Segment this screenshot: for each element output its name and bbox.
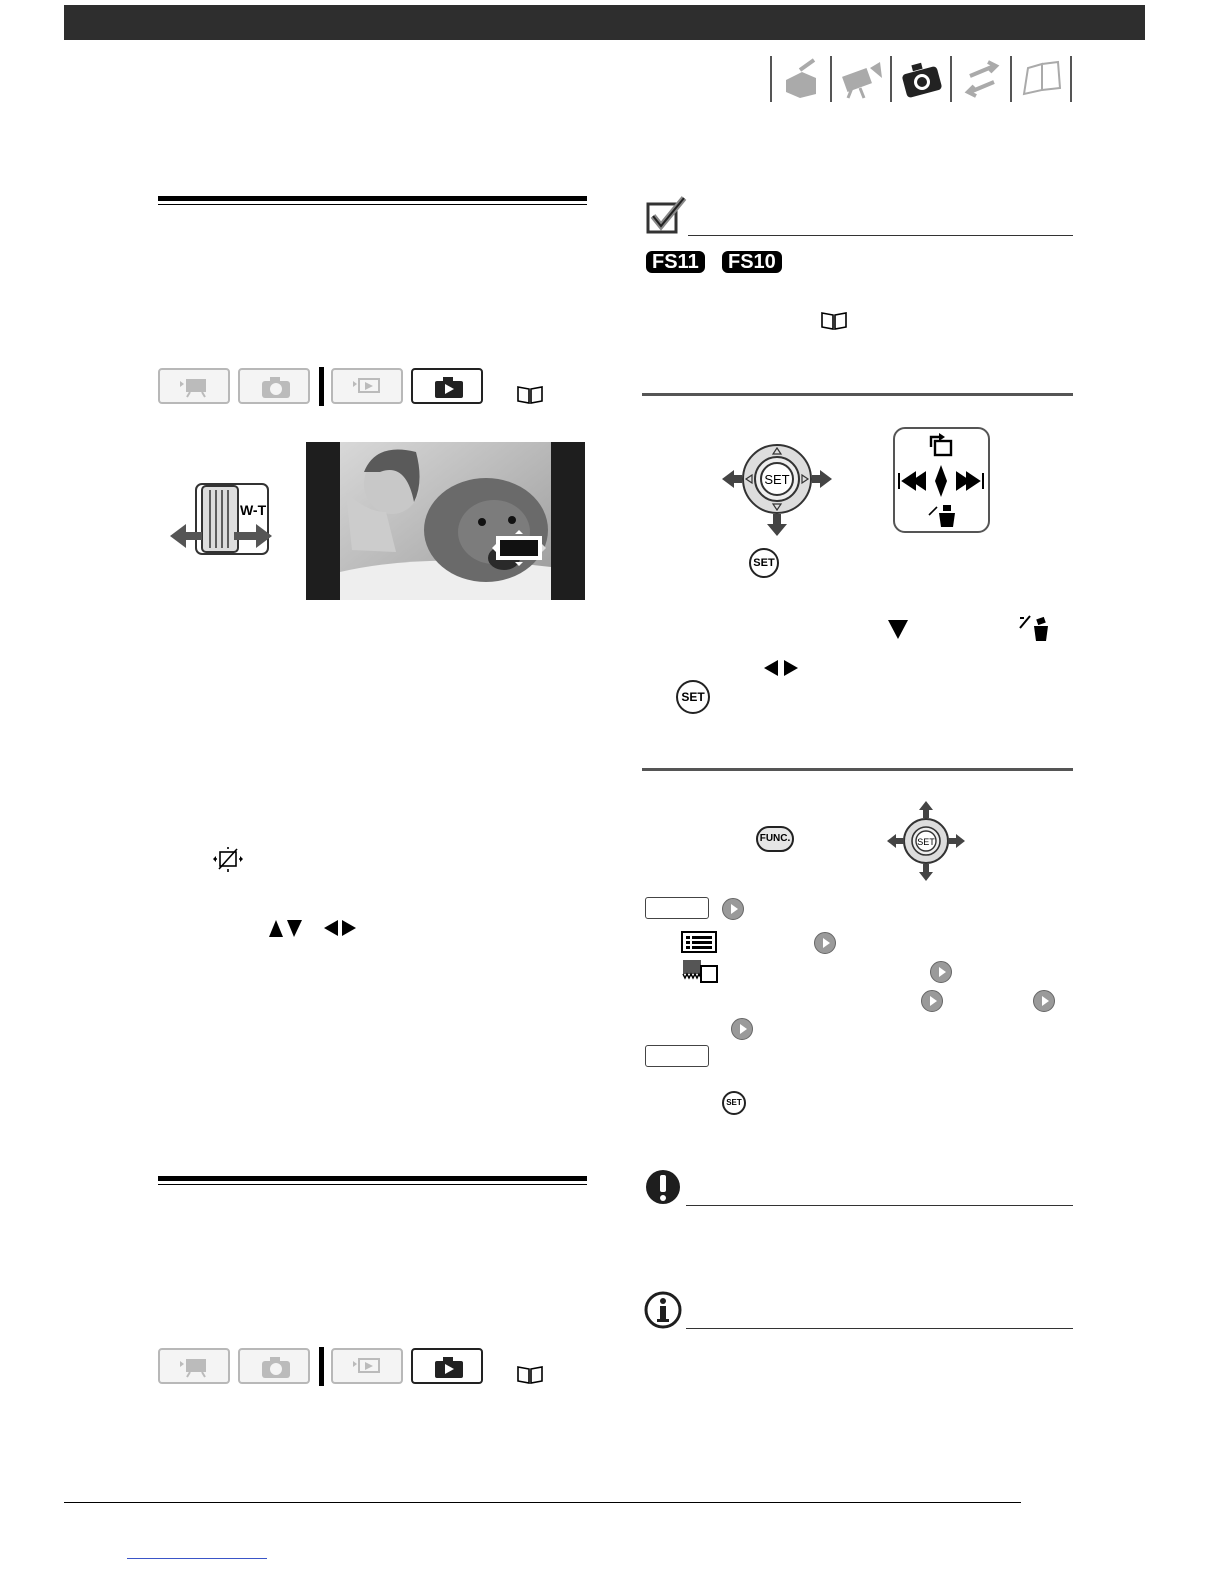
section-rule (642, 393, 1073, 396)
zoom-lever-label: W-T (240, 502, 267, 518)
mode-bar (158, 367, 558, 407)
photo-record-icon (238, 368, 310, 404)
section-heading-rule-2 (158, 1176, 587, 1185)
video-icon (830, 56, 890, 102)
fs10-badge: FS10 (722, 251, 782, 273)
photo-icon (890, 56, 950, 102)
up-down-arrows-icon (268, 918, 304, 938)
down-arrow-icon (886, 618, 910, 640)
checklist-icon (644, 196, 688, 236)
info-rule (686, 1328, 1073, 1329)
set-button[interactable]: SET (749, 548, 779, 578)
step-arrow-icon (930, 961, 952, 983)
info-icon (644, 1290, 684, 1330)
fs11-badge: FS11 (646, 251, 705, 273)
svg-text:SET: SET (764, 472, 790, 487)
photo-record-icon (238, 1348, 310, 1384)
func-button[interactable]: FUNC. (756, 826, 794, 852)
delete-icon (1018, 614, 1050, 642)
menu-button-box-2 (645, 1045, 709, 1067)
page-reference-icon (516, 385, 544, 405)
menu-list-icon (681, 931, 717, 953)
movie-playback-icon (331, 368, 403, 404)
section-heading-rule (158, 196, 587, 205)
page-reference-icon (820, 311, 848, 331)
photo-playback-icon (411, 1348, 483, 1384)
footer-link-underline[interactable] (127, 1558, 267, 1559)
header-bar (64, 5, 1145, 40)
movie-record-icon (158, 368, 230, 404)
joystick-illustration (720, 438, 834, 538)
checklist-rule (688, 235, 1073, 236)
image-jump-icon (213, 847, 243, 873)
left-right-arrows-icon (322, 918, 358, 938)
movie-record-icon (158, 1348, 230, 1384)
step-arrow-icon (814, 932, 836, 954)
step-arrow-icon (731, 1018, 753, 1040)
additional-info-icon (1010, 56, 1072, 102)
footer-rule (64, 1502, 1021, 1503)
joystick-small-illustration (886, 800, 966, 882)
intro-icon (770, 56, 830, 102)
memory-setup-icon (681, 958, 721, 984)
step-arrow-icon (1033, 990, 1055, 1012)
set-button-3[interactable]: SET (722, 1091, 746, 1115)
section-rule-2 (642, 768, 1073, 771)
photo-playback-icon (411, 368, 483, 404)
joystick-guide (893, 427, 990, 533)
svg-text:SET: SET (917, 837, 935, 847)
external-connections-icon (950, 56, 1010, 102)
zoom-lever-illustration (168, 482, 274, 558)
step-arrow-icon (722, 898, 744, 920)
step-arrow-icon (921, 990, 943, 1012)
mode-bar-2 (158, 1347, 558, 1387)
mode-separator (319, 1347, 324, 1386)
set-button-2[interactable]: SET (676, 680, 710, 714)
photo-screen-illustration (306, 442, 585, 600)
left-right-arrows-icon (762, 658, 800, 678)
movie-playback-icon (331, 1348, 403, 1384)
important-rule (686, 1205, 1073, 1206)
important-icon (644, 1168, 684, 1208)
mode-separator (319, 367, 324, 406)
page-reference-icon (516, 1365, 544, 1385)
menu-button-box (645, 897, 709, 919)
